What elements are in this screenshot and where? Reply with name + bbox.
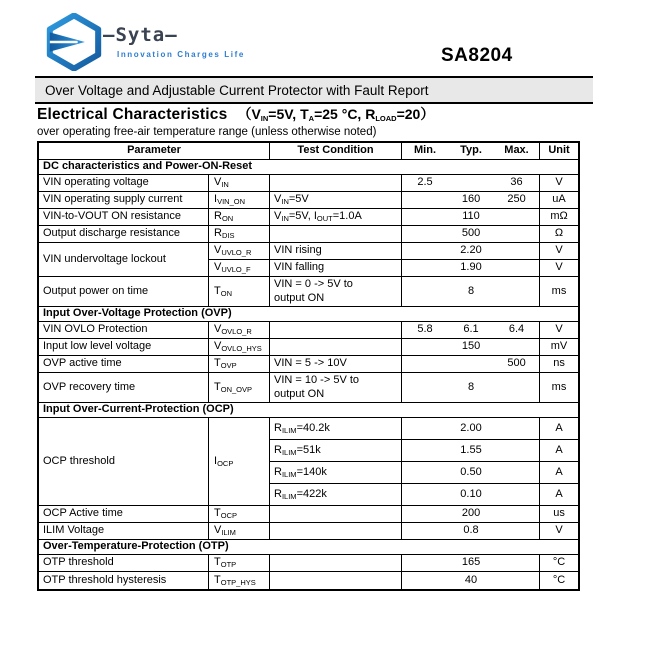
cond-cell: VIN rising — [270, 243, 402, 260]
symbol-cell: $V_{ILIM}$ — [209, 523, 270, 540]
max-cell — [494, 277, 540, 307]
brand-name: —Syta— — [103, 24, 178, 46]
table-row — [39, 243, 578, 260]
table-row — [39, 418, 578, 440]
col-max: Max. — [494, 143, 540, 160]
cond-cell: $R_{ILIM}=40.2k$ — [270, 418, 402, 440]
cond-cell — [270, 322, 402, 339]
col-min: Min. — [402, 143, 448, 160]
spec-table — [37, 141, 580, 591]
unit-cell: A — [540, 418, 578, 440]
param-cell: OTP threshold hysteresis — [39, 572, 209, 589]
table-row — [39, 555, 578, 572]
max-cell: 6.4 — [494, 322, 540, 339]
typ-cell: 110 — [448, 209, 494, 226]
cond-cell: VIN = 5 -> 10V — [270, 356, 402, 373]
table-row — [39, 523, 578, 540]
min-cell: 5.8 — [402, 322, 448, 339]
param-cell: VIN OVLO Protection — [39, 322, 209, 339]
banner-text: Over Voltage and Adjustable Current Protector with Fault Report — [45, 82, 429, 98]
max-cell — [494, 339, 540, 356]
param-cell: OVP active time — [39, 356, 209, 373]
cond-cell: VIN = 10 -> 5V to output ON — [270, 373, 402, 403]
cond-cell — [270, 226, 402, 243]
table-row — [39, 226, 578, 243]
param-cell: VIN undervoltage lockout — [39, 243, 209, 277]
brand-logo — [41, 13, 245, 71]
section-row — [39, 540, 578, 555]
table-row — [39, 506, 578, 523]
param-cell: VIN operating supply current — [39, 192, 209, 209]
cond-cell: $R_{ILIM}=422k$ — [270, 484, 402, 506]
cond-cell: $R_{ILIM}=51k$ — [270, 440, 402, 462]
col-unit: Unit — [540, 143, 578, 160]
section-row — [39, 160, 578, 175]
cond-cell: $V_{IN}=5V$, $I_{OUT}=1.0A$ — [270, 209, 402, 226]
typ-cell: 8 — [448, 373, 494, 403]
spec-table-body — [39, 160, 578, 589]
max-cell: 36 — [494, 175, 540, 192]
param-cell: OVP recovery time — [39, 373, 209, 403]
section-label: Over-Temperature-Protection (OTP) — [39, 540, 578, 555]
title-subtitle: over operating free-air temperature range (unless otherwise noted) — [37, 126, 377, 138]
section-label: Input Over-Current-Protection (OCP) — [39, 403, 578, 418]
param-cell: Input low level voltage — [39, 339, 209, 356]
symbol-cell: $T_{OCP}$ — [209, 506, 270, 523]
typ-cell: 8 — [448, 277, 494, 307]
unit-cell: V — [540, 260, 578, 277]
unit-cell: ns — [540, 356, 578, 373]
min-cell: 2.5 — [402, 175, 448, 192]
min-cell — [402, 226, 448, 243]
title-banner — [35, 76, 593, 104]
min-cell — [402, 339, 448, 356]
min-cell — [402, 356, 448, 373]
col-test-condition: Test Condition — [270, 143, 402, 160]
table-row — [39, 209, 578, 226]
cond-cell: $R_{ILIM}=140k$ — [270, 462, 402, 484]
symbol-cell: $T_{OVP}$ — [209, 356, 270, 373]
unit-cell: ms — [540, 373, 578, 403]
section-row — [39, 307, 578, 322]
symbol-cell: $V_{UVLO\_R}$ — [209, 243, 270, 260]
table-row — [39, 277, 578, 307]
param-cell: OCP threshold — [39, 418, 209, 506]
typ-cell: 0.10 — [448, 484, 494, 506]
table-row — [39, 339, 578, 356]
cond-cell — [270, 506, 402, 523]
unit-cell: V — [540, 243, 578, 260]
param-cell: VIN operating voltage — [39, 175, 209, 192]
min-cell — [402, 572, 448, 589]
symbol-cell: $T_{ON\_OVP}$ — [209, 373, 270, 403]
cond-cell: VIN = 0 -> 5V to output ON — [270, 277, 402, 307]
typ-cell: 500 — [448, 226, 494, 243]
typ-cell: 150 — [448, 339, 494, 356]
cond-cell — [270, 339, 402, 356]
max-cell: 250 — [494, 192, 540, 209]
min-cell — [402, 418, 448, 440]
max-cell — [494, 418, 540, 440]
param-cell: Output power on time — [39, 277, 209, 307]
typ-cell: 0.8 — [448, 523, 494, 540]
typ-cell: 160 — [448, 192, 494, 209]
symbol-cell: $I_{VIN\_ON}$ — [209, 192, 270, 209]
max-cell — [494, 555, 540, 572]
typ-cell: 165 — [448, 555, 494, 572]
typ-cell: 6.1 — [448, 322, 494, 339]
unit-cell: ms — [540, 277, 578, 307]
table-row — [39, 572, 578, 589]
cond-cell — [270, 175, 402, 192]
table-row — [39, 356, 578, 373]
col-typ: Typ. — [448, 143, 494, 160]
page-title — [37, 104, 434, 124]
unit-cell: A — [540, 440, 578, 462]
min-cell — [402, 484, 448, 506]
section-row — [39, 403, 578, 418]
typ-cell: 1.90 — [448, 260, 494, 277]
section-label: Input Over-Voltage Protection (OVP) — [39, 307, 578, 322]
symbol-cell: $V_{UVLO\_F}$ — [209, 260, 270, 277]
param-cell: OCP Active time — [39, 506, 209, 523]
unit-cell: A — [540, 462, 578, 484]
min-cell — [402, 373, 448, 403]
section-label: DC characteristics and Power-ON-Reset — [39, 160, 578, 175]
typ-cell: 200 — [448, 506, 494, 523]
unit-cell: A — [540, 484, 578, 506]
col-parameter: Parameter — [39, 143, 270, 160]
max-cell — [494, 462, 540, 484]
unit-cell: V — [540, 322, 578, 339]
brand-tagline: Innovation Charges Life — [117, 50, 245, 59]
typ-cell: 2.00 — [448, 418, 494, 440]
typ-cell — [448, 356, 494, 373]
typ-cell — [448, 175, 494, 192]
symbol-cell: $T_{OTP\_HYS}$ — [209, 572, 270, 589]
unit-cell: °C — [540, 555, 578, 572]
symbol-cell: $T_{OTP}$ — [209, 555, 270, 572]
cond-cell — [270, 572, 402, 589]
min-cell — [402, 555, 448, 572]
max-cell — [494, 484, 540, 506]
cond-cell: $V_{IN}=5V$ — [270, 192, 402, 209]
unit-cell: V — [540, 523, 578, 540]
typ-cell: 2.20 — [448, 243, 494, 260]
max-cell: 500 — [494, 356, 540, 373]
typ-cell: 40 — [464, 573, 478, 586]
unit-cell: V — [540, 175, 578, 192]
table-header-row — [39, 143, 578, 160]
min-cell — [402, 506, 448, 523]
unit-cell: Ω — [540, 226, 578, 243]
typ-cell: 1.55 — [448, 440, 494, 462]
symbol-cell: $V_{OVLO\_R}$ — [209, 322, 270, 339]
min-cell — [402, 192, 448, 209]
min-cell — [402, 523, 448, 540]
table-row — [39, 192, 578, 209]
max-cell — [494, 572, 540, 589]
param-cell: Output discharge resistance — [39, 226, 209, 243]
max-cell — [494, 260, 540, 277]
symbol-cell: $T_{ON}$ — [209, 277, 270, 307]
hexagon-logo-icon — [41, 13, 107, 71]
max-cell — [494, 506, 540, 523]
min-cell — [402, 440, 448, 462]
unit-cell: us — [540, 506, 578, 523]
unit-cell: °C — [552, 573, 566, 586]
min-cell — [402, 462, 448, 484]
symbol-cell: $V_{OVLO\_HYS}$ — [209, 339, 270, 356]
unit-cell: mΩ — [540, 209, 578, 226]
symbol-cell: $V_{IN}$ — [209, 175, 270, 192]
table-row — [39, 175, 578, 192]
param-cell: VIN-to-VOUT ON resistance — [39, 209, 209, 226]
cond-cell — [270, 523, 402, 540]
max-cell — [494, 523, 540, 540]
brand-text-block — [103, 13, 245, 59]
min-cell — [402, 209, 448, 226]
typ-cell: 0.50 — [448, 462, 494, 484]
symbol-cell: $R_{DIS}$ — [209, 226, 270, 243]
symbol-cell: $I_{OCP}$ — [209, 418, 270, 506]
max-cell — [494, 209, 540, 226]
part-number: SA8204 — [441, 45, 513, 66]
table-row — [39, 373, 578, 403]
min-cell — [402, 243, 448, 260]
title-main: Electrical Characteristics — [37, 106, 228, 123]
unit-cell: uA — [540, 192, 578, 209]
min-cell — [402, 277, 448, 307]
table-row — [39, 322, 578, 339]
min-cell — [402, 260, 448, 277]
cond-cell: VIN falling — [270, 260, 402, 277]
param-cell: OTP threshold — [39, 555, 209, 572]
max-cell — [494, 243, 540, 260]
param-cell: ILIM Voltage — [39, 523, 209, 540]
max-cell — [494, 440, 540, 462]
symbol-cell: $R_{ON}$ — [209, 209, 270, 226]
max-cell — [494, 373, 540, 403]
max-cell — [494, 226, 540, 243]
unit-cell: mV — [540, 339, 578, 356]
title-conditions: （$V_{IN}=5V$, $T_A=25$ °C, $R_{LOAD}=20$） — [237, 106, 435, 123]
cond-cell — [270, 555, 402, 572]
